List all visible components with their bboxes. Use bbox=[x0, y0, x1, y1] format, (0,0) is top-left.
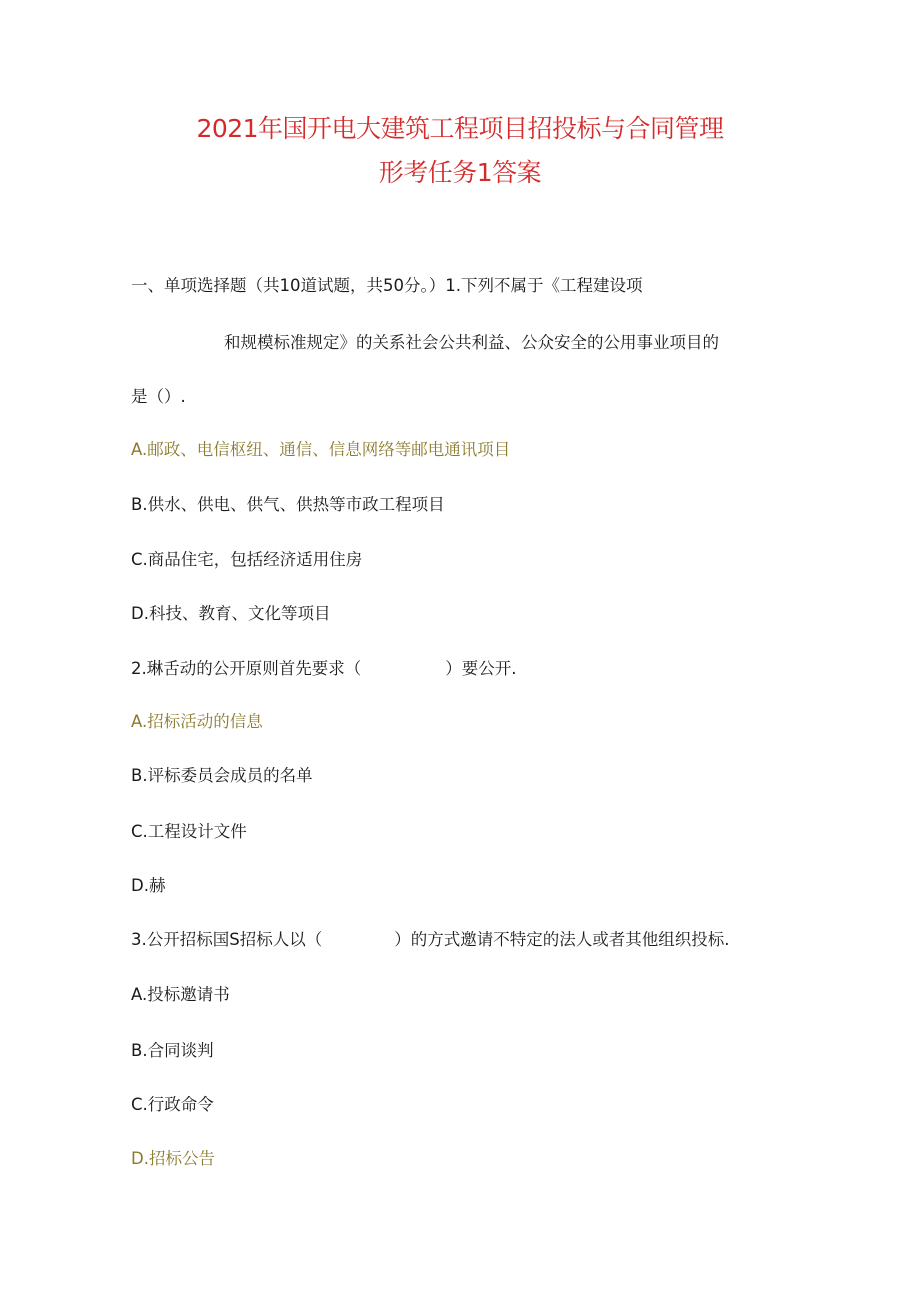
section-heading: 一、单项选择题（共10道试题，共50分。） bbox=[131, 276, 446, 295]
question-2-option-b: B.评标委员会成员的名单 bbox=[131, 766, 313, 785]
question-1-option-d: D.科技、教育、文化等项目 bbox=[131, 604, 331, 623]
question-2-stem bbox=[131, 661, 517, 678]
question-2-stem-a: 2.琳舌动的公开原则首先要求（ bbox=[131, 659, 362, 678]
question-1-first-line bbox=[131, 278, 643, 295]
question-1-option-a: A.邮政、电信枢纽、通信、信息网络等邮电通讯项目 bbox=[131, 440, 511, 459]
question-3-stem-a: 3.公开招标国S招标人以（ bbox=[131, 930, 323, 949]
question-3-option-d: D.招标公告 bbox=[131, 1149, 215, 1168]
document-title-line-1: 2021年国开电大建筑工程项目招投标与合同管理 bbox=[196, 114, 724, 143]
question-3-option-c: C.行政命令 bbox=[131, 1095, 214, 1114]
question-3-stem-b: ）的方式邀请不特定的法人或者其他组织投标. bbox=[394, 930, 730, 949]
question-2-stem-b: ）要公开. bbox=[445, 659, 517, 678]
question-2-option-d: D.赫 bbox=[131, 876, 166, 895]
question-1-stem-start: 1.下列不属于《工程建设项 bbox=[445, 276, 643, 295]
question-2-option-a: A.招标活动的信息 bbox=[131, 712, 263, 731]
question-3-option-a: A.投标邀请书 bbox=[131, 985, 230, 1004]
question-2-option-c: C.工程设计文件 bbox=[131, 822, 247, 841]
question-1-option-c: C.商品住宅，包括经济适用住房 bbox=[131, 550, 363, 569]
question-1-stem-continued: 和规模标准规定》的关系社会公共利益、公众安全的公用事业项目的 bbox=[224, 333, 719, 352]
document-title-line-2: 形考任务1答案 bbox=[378, 158, 542, 187]
question-3-stem bbox=[131, 932, 729, 949]
question-1-option-b: B.供水、供电、供气、供热等市政工程项目 bbox=[131, 495, 445, 514]
question-1-stem-end: 是（）. bbox=[131, 387, 186, 406]
question-3-option-b: B.合同谈判 bbox=[131, 1041, 214, 1060]
